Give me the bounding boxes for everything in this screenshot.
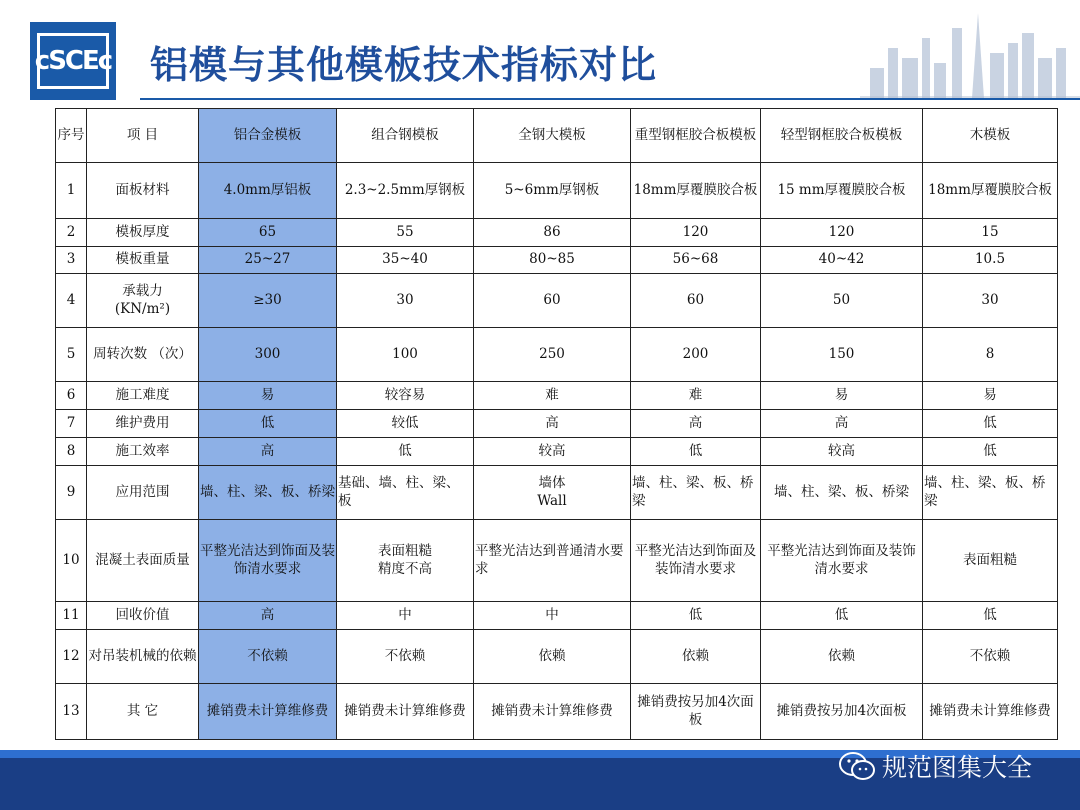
- table-cell: 基础、墙、柱、梁、板: [337, 466, 474, 520]
- table-cell: 易: [761, 382, 923, 410]
- table-cell: 难: [474, 382, 631, 410]
- wechat-watermark: [838, 748, 1032, 784]
- cscec-logo: [30, 22, 116, 100]
- table-cell: 中: [474, 602, 631, 630]
- row-number: 1: [56, 163, 87, 219]
- row-number: 11: [56, 602, 87, 630]
- table-cell: 不依赖: [199, 630, 337, 684]
- table-cell: 摊销费按另加4次面板: [761, 684, 923, 740]
- table-cell: 50: [761, 274, 923, 328]
- table-cell: 120: [631, 219, 761, 247]
- table-cell: 86: [474, 219, 631, 247]
- table-row: [56, 163, 1058, 219]
- table-cell: 2.3~2.5mm厚钢板: [337, 163, 474, 219]
- table-cell: 墙体 Wall: [474, 466, 631, 520]
- row-item-label: 应用范围: [87, 466, 199, 520]
- table-cell: 15 mm厚覆膜胶合板: [761, 163, 923, 219]
- table-cell: 56~68: [631, 247, 761, 274]
- table-cell: 60: [631, 274, 761, 328]
- table-cell: 平整光洁达到饰面及装饰清水要求: [631, 520, 761, 602]
- table-cell: 150: [761, 328, 923, 382]
- table-cell: ≥30: [199, 274, 337, 328]
- column-header: 木模板: [923, 109, 1058, 163]
- table-cell: 低: [923, 602, 1058, 630]
- table-row: [56, 520, 1058, 602]
- table-cell: 不依赖: [923, 630, 1058, 684]
- table-cell: 较高: [761, 438, 923, 466]
- row-item-label: 施工难度: [87, 382, 199, 410]
- table-cell: 高: [474, 410, 631, 438]
- table-cell: 25~27: [199, 247, 337, 274]
- table-cell: 15: [923, 219, 1058, 247]
- row-number: 2: [56, 219, 87, 247]
- row-number: 5: [56, 328, 87, 382]
- table-cell: 4.0mm厚铝板: [199, 163, 337, 219]
- table-cell: 墙、柱、梁、板、桥梁: [761, 466, 923, 520]
- table-cell: 250: [474, 328, 631, 382]
- table-cell: 依赖: [631, 630, 761, 684]
- table-cell: 低: [337, 438, 474, 466]
- table-cell: 表面粗糙: [923, 520, 1058, 602]
- watermark-text: 规范图集大全: [882, 753, 1033, 782]
- comparison-table-container: [55, 108, 1057, 738]
- table-cell: 5~6mm厚钢板: [474, 163, 631, 219]
- table-cell: 摊销费未计算维修费: [199, 684, 337, 740]
- table-cell: 30: [923, 274, 1058, 328]
- table-cell: 低: [631, 602, 761, 630]
- column-header: 重型钢框胶合板模板: [631, 109, 761, 163]
- table-cell: 墙、柱、梁、板、桥梁: [923, 466, 1058, 520]
- table-cell: 较低: [337, 410, 474, 438]
- table-cell: 墙、柱、梁、板、桥梁: [631, 466, 761, 520]
- row-item-label: 模板重量: [87, 247, 199, 274]
- table-row: [56, 328, 1058, 382]
- table-cell: 高: [631, 410, 761, 438]
- column-header: 轻型钢框胶合板模板: [761, 109, 923, 163]
- table-cell: 易: [199, 382, 337, 410]
- column-header: 序号: [56, 109, 87, 163]
- table-cell: 65: [199, 219, 337, 247]
- table-cell: 高: [761, 410, 923, 438]
- column-header: 铝合金模板: [199, 109, 337, 163]
- table-cell: 依赖: [761, 630, 923, 684]
- table-cell: 高: [199, 438, 337, 466]
- row-item-label: 承载力 (KN/m²): [87, 274, 199, 328]
- table-cell: 摊销费未计算维修费: [474, 684, 631, 740]
- table-cell: 55: [337, 219, 474, 247]
- table-cell: 低: [923, 410, 1058, 438]
- table-row: [56, 382, 1058, 410]
- row-number: 13: [56, 684, 87, 740]
- table-row: [56, 438, 1058, 466]
- table-cell: 摊销费未计算维修费: [337, 684, 474, 740]
- table-cell: 摊销费按另加4次面板: [631, 684, 761, 740]
- title-divider: [140, 98, 1080, 100]
- wechat-icon: [838, 751, 876, 781]
- table-row: [56, 630, 1058, 684]
- table-cell: 低: [199, 410, 337, 438]
- column-header: 全钢大模板: [474, 109, 631, 163]
- table-cell: 低: [631, 438, 761, 466]
- row-number: 6: [56, 382, 87, 410]
- row-item-label: 混凝土表面质量: [87, 520, 199, 602]
- row-item-label: 施工效率: [87, 438, 199, 466]
- table-cell: 平整光洁达到普通清水要求: [474, 520, 631, 602]
- table-cell: 80~85: [474, 247, 631, 274]
- table-row: [56, 410, 1058, 438]
- table-cell: 40~42: [761, 247, 923, 274]
- row-number: 3: [56, 247, 87, 274]
- logo-text: cSCEc: [37, 33, 109, 89]
- table-cell: 墙、柱、梁、板、桥梁: [199, 466, 337, 520]
- city-skyline-graphic: [860, 8, 1080, 98]
- table-cell: 依赖: [474, 630, 631, 684]
- table-cell: 120: [761, 219, 923, 247]
- table-cell: 35~40: [337, 247, 474, 274]
- table-cell: 8: [923, 328, 1058, 382]
- table-row: [56, 684, 1058, 740]
- table-header-row: [56, 109, 1058, 163]
- row-number: 10: [56, 520, 87, 602]
- row-number: 9: [56, 466, 87, 520]
- table-cell: 60: [474, 274, 631, 328]
- row-number: 12: [56, 630, 87, 684]
- row-item-label: 面板材料: [87, 163, 199, 219]
- table-cell: 不依赖: [337, 630, 474, 684]
- table-cell: 平整光洁达到饰面及装饰清水要求: [199, 520, 337, 602]
- row-item-label: 对吊装机械的依赖: [87, 630, 199, 684]
- row-item-label: 周转次数 （次）: [87, 328, 199, 382]
- table-cell: 表面粗糙 精度不高: [337, 520, 474, 602]
- table-cell: 低: [923, 438, 1058, 466]
- row-item-label: 模板厚度: [87, 219, 199, 247]
- table-cell: 较高: [474, 438, 631, 466]
- column-header: 组合钢模板: [337, 109, 474, 163]
- table-row: [56, 466, 1058, 520]
- table-row: [56, 602, 1058, 630]
- row-item-label: 其 它: [87, 684, 199, 740]
- table-cell: 高: [199, 602, 337, 630]
- table-cell: 18mm厚覆膜胶合板: [631, 163, 761, 219]
- row-number: 7: [56, 410, 87, 438]
- table-cell: 易: [923, 382, 1058, 410]
- row-number: 8: [56, 438, 87, 466]
- table-cell: 300: [199, 328, 337, 382]
- table-row: [56, 219, 1058, 247]
- table-cell: 18mm厚覆膜胶合板: [923, 163, 1058, 219]
- table-cell: 30: [337, 274, 474, 328]
- column-header: 项 目: [87, 109, 199, 163]
- row-item-label: 回收价值: [87, 602, 199, 630]
- table-cell: 中: [337, 602, 474, 630]
- table-cell: 200: [631, 328, 761, 382]
- table-cell: 平整光洁达到饰面及装饰清水要求: [761, 520, 923, 602]
- table-cell: 10.5: [923, 247, 1058, 274]
- table-cell: 摊销费未计算维修费: [923, 684, 1058, 740]
- table-cell: 低: [761, 602, 923, 630]
- table-cell: 100: [337, 328, 474, 382]
- page-title: 铝模与其他模板技术指标对比: [150, 43, 658, 87]
- row-number: 4: [56, 274, 87, 328]
- table-cell: 难: [631, 382, 761, 410]
- table-row: [56, 247, 1058, 274]
- comparison-table: [55, 108, 1058, 740]
- table-row: [56, 274, 1058, 328]
- row-item-label: 维护费用: [87, 410, 199, 438]
- table-cell: 较容易: [337, 382, 474, 410]
